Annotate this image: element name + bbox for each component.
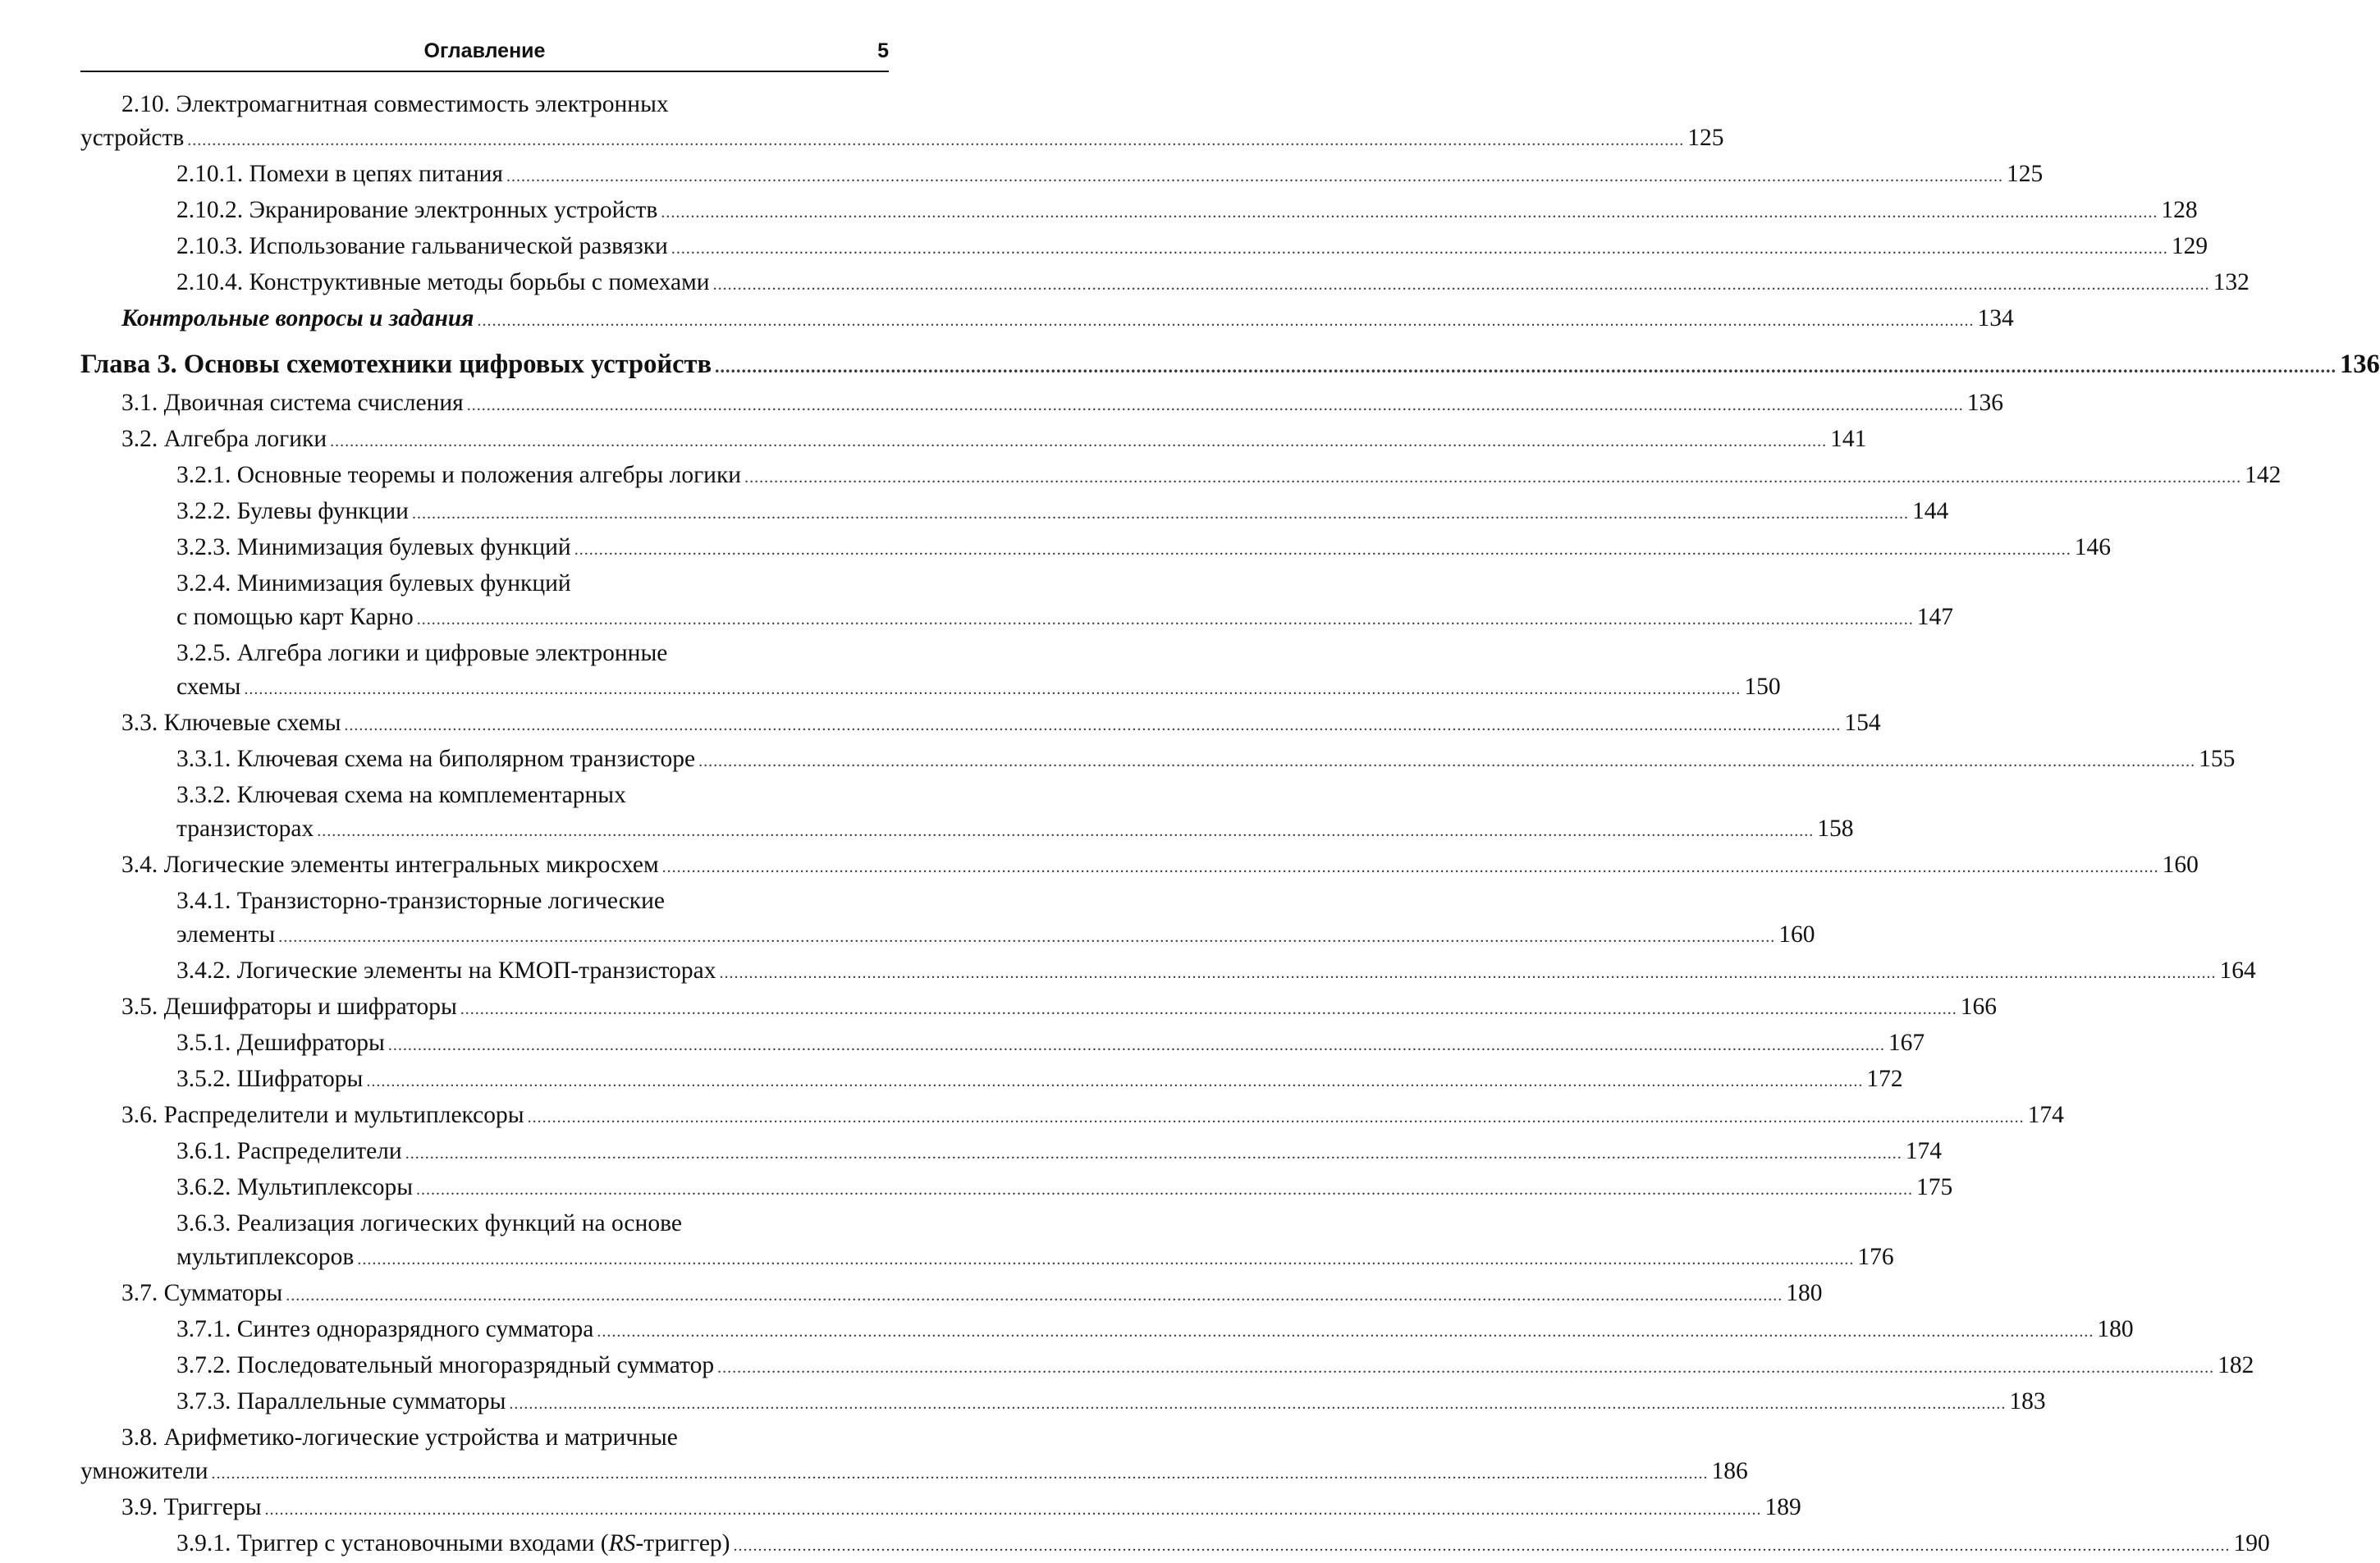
toc-page-number: 128 xyxy=(2161,197,2198,223)
toc-entry-title: 3.2.2. Булевы функции xyxy=(176,498,409,524)
toc-entry-title: 3.6.3. Реализация логических функций на основе xyxy=(176,1210,682,1236)
toc-leader-dots xyxy=(357,1243,1854,1277)
toc-page-number: 129 xyxy=(2171,233,2208,259)
toc-page-number: 125 xyxy=(2007,161,2044,187)
toc-entry-title: 3.2. Алгебра логики xyxy=(121,426,327,452)
toc-page-number: 158 xyxy=(1817,816,1854,842)
toc-entry-title-continuation: устройств xyxy=(80,125,185,151)
toc-leader-dots xyxy=(416,1173,1913,1207)
toc-entry xyxy=(80,706,1881,743)
toc-leader-dots xyxy=(733,1529,2230,1563)
toc-page-number: 190 xyxy=(2233,1530,2270,1556)
toc-page-number: 142 xyxy=(2245,462,2282,488)
toc-entry xyxy=(80,848,2199,884)
toc-entry xyxy=(80,779,1854,848)
toc-entry xyxy=(80,1277,1823,1313)
toc-entry-title: 2.10.3. Использование гальванической развязки xyxy=(176,233,668,259)
toc-entry-title: 3.3. Ключевые схемы xyxy=(121,710,341,736)
toc-entry xyxy=(80,158,2044,194)
toc-entry xyxy=(80,954,2256,990)
toc-entry xyxy=(80,1171,1953,1207)
toc-leader-dots xyxy=(509,1387,2006,1421)
toc-entry-title: Контрольные вопросы и задания xyxy=(121,305,474,331)
toc-entry xyxy=(80,531,2111,567)
toc-entry-title-continuation: транзисторах xyxy=(176,816,314,842)
toc-page-number: 160 xyxy=(1778,921,1815,948)
toc-entry-title: Глава 3. Основы схемотехники цифровых устройств xyxy=(80,350,712,379)
toc-page-number: 136 xyxy=(2340,350,2380,379)
toc-leader-dots xyxy=(344,709,1841,743)
toc-entry xyxy=(80,1063,1903,1099)
toc-entry xyxy=(80,1207,1894,1277)
toc-leader-dots xyxy=(317,815,1814,848)
toc-entry-title: 3.2.5. Алгебра логики и цифровые электронные xyxy=(176,640,668,666)
toc-leader-dots xyxy=(744,461,2241,495)
toc-page-number: 160 xyxy=(2162,852,2199,878)
toc-page-number: 180 xyxy=(1786,1280,1823,1306)
toc-page-number: 164 xyxy=(2219,957,2256,984)
toc-entry-title: 3.6. Распределители и мультиплексоры xyxy=(121,1102,524,1128)
toc-leader-dots xyxy=(265,1493,1762,1527)
toc-entry xyxy=(80,1527,2270,1563)
toc-entry-title: 3.7.3. Параллельные сумматоры xyxy=(176,1388,506,1414)
toc-entry xyxy=(80,1099,2064,1135)
toc-leader-dots xyxy=(187,124,1684,158)
toc-page-number: 175 xyxy=(1916,1174,1953,1200)
toc-leader-dots xyxy=(330,425,1827,459)
toc-entry-title: 3.9. Триггеры xyxy=(121,1494,262,1520)
toc-entry-title: 2.10.2. Экранирование электронных устройств xyxy=(176,197,658,223)
toc-entry xyxy=(80,302,2014,338)
toc-entry-title: 3.4. Логические элементы интегральных микросхем xyxy=(121,852,659,878)
toc-entry-title: 2.10.1. Помехи в цепях питания xyxy=(176,161,504,187)
toc-entry xyxy=(80,386,2003,423)
toc-page-number: 132 xyxy=(2213,269,2250,295)
toc-page-number: 154 xyxy=(1844,710,1881,736)
toc-leader-dots xyxy=(717,1351,2214,1385)
toc-page-number: 167 xyxy=(1888,1030,1925,1056)
toc-page-number: 182 xyxy=(2218,1352,2254,1378)
toc-leader-dots xyxy=(417,603,1914,637)
toc-entry xyxy=(80,1385,2046,1421)
toc-leader-dots xyxy=(719,957,2216,990)
header-rule xyxy=(80,71,889,72)
toc-entry-title-part: -триггер) xyxy=(635,1530,730,1556)
toc-entry xyxy=(80,637,1781,706)
toc-entry-title: 2.10.4. Конструктивные методы борьбы с помехами xyxy=(176,269,710,295)
toc-leader-dots xyxy=(286,1279,1783,1313)
toc-entry xyxy=(80,1026,1925,1063)
toc-entry xyxy=(80,495,1949,531)
toc-page-number: 136 xyxy=(1966,390,2003,416)
toc-leader-dots xyxy=(574,533,2071,567)
toc-leader-dots xyxy=(244,673,1741,706)
toc-page-number: 176 xyxy=(1857,1244,1894,1270)
toc-entry-title-continuation: схемы xyxy=(176,674,241,700)
toc-entry-title: 3.6.2. Мультиплексоры xyxy=(176,1174,414,1200)
table-of-contents xyxy=(80,88,2380,1563)
toc-entry xyxy=(80,194,2198,230)
toc-leader-dots xyxy=(278,921,1775,954)
toc-leader-dots xyxy=(671,232,2168,266)
toc-entry-title-continuation: мультиплексоров xyxy=(176,1244,355,1270)
toc-page-number: 146 xyxy=(2074,534,2111,560)
toc-leader-dots xyxy=(715,350,2337,383)
toc-leader-dots xyxy=(212,1457,1709,1491)
toc-entry-title: 3.3.2. Ключевая схема на комплементарных xyxy=(176,782,626,808)
toc-page-number: 186 xyxy=(1711,1458,1748,1484)
toc-entry-title: 3.8. Арифметико-логические устройства и матричные xyxy=(121,1424,678,1451)
toc-entry-title: 3.7. Сумматоры xyxy=(121,1280,283,1306)
toc-entry-title: 3.2.3. Минимизация булевых функций xyxy=(176,534,571,560)
toc-entry-title-part: RS xyxy=(608,1530,636,1556)
toc-entry-title: 3.5.2. Шифраторы xyxy=(176,1066,364,1092)
toc-entry xyxy=(80,1491,1801,1527)
toc-entry-title xyxy=(176,1527,730,1561)
toc-page-number: 144 xyxy=(1911,498,1949,524)
toc-entry-title-continuation: с помощью карт Карно xyxy=(176,604,414,630)
toc-leader-dots xyxy=(412,497,1909,531)
toc-entry-title: 3.5. Дешифраторы и шифраторы xyxy=(121,994,457,1020)
toc-entry-title: 3.2.4. Минимизация булевых функций xyxy=(176,570,571,596)
toc-entry xyxy=(80,266,2250,302)
toc-leader-dots xyxy=(662,851,2159,884)
toc-entry-title: 3.1. Двоичная система счисления xyxy=(121,390,464,416)
toc-entry xyxy=(80,230,2208,266)
toc-leader-dots xyxy=(477,304,1974,338)
toc-leader-dots xyxy=(366,1065,1863,1099)
toc-leader-dots xyxy=(528,1101,2025,1135)
toc-page-number: 166 xyxy=(1960,994,1998,1020)
toc-entry-title-continuation: элементы xyxy=(176,921,276,948)
toc-leader-dots xyxy=(713,268,2210,302)
toc-page-number: 189 xyxy=(1764,1494,1801,1520)
toc-entry xyxy=(80,567,1953,637)
toc-entry-title: 3.2.1. Основные теоремы и положения алгебры логики xyxy=(176,462,742,488)
toc-entry xyxy=(80,1135,1942,1171)
toc-entry xyxy=(80,1313,2134,1349)
header-page-number: 5 xyxy=(877,39,889,62)
toc-page-number: 125 xyxy=(1687,125,1724,151)
toc-chapter-entry xyxy=(80,348,2380,383)
toc-entry xyxy=(80,1421,1748,1491)
toc-page-number: 183 xyxy=(2009,1388,2046,1414)
toc-entry-title-part: 3.9.1. Триггер с установочными входами ( xyxy=(176,1530,609,1556)
toc-entry xyxy=(80,743,2236,779)
toc-leader-dots xyxy=(597,1315,2094,1349)
toc-entry-title: 3.4.1. Транзисторно-транзисторные логические xyxy=(176,888,665,914)
toc-entry-title: 3.4.2. Логические элементы на КМОП-транзисторах xyxy=(176,957,716,984)
toc-entry xyxy=(80,1349,2254,1385)
toc-entry xyxy=(80,423,1867,459)
toc-leader-dots xyxy=(388,1029,1885,1063)
toc-page-number: 150 xyxy=(1744,674,1781,700)
toc-page-number: 155 xyxy=(2199,746,2236,772)
toc-page-number: 147 xyxy=(1916,604,1953,630)
toc-entry xyxy=(80,990,1998,1026)
toc-leader-dots xyxy=(405,1137,1902,1171)
toc-leader-dots xyxy=(698,745,2195,779)
toc-page-number: 180 xyxy=(2097,1316,2134,1342)
toc-page-number: 141 xyxy=(1830,426,1867,452)
toc-entry-title: 3.7.2. Последовательный многоразрядный сумматор xyxy=(176,1352,715,1378)
toc-entry xyxy=(80,459,2282,495)
toc-entry-title: 3.7.1. Синтез одноразрядного сумматора xyxy=(176,1316,594,1342)
toc-leader-dots xyxy=(661,196,2158,230)
toc-page-number: 134 xyxy=(1977,305,2014,331)
toc-entry-title: 3.6.1. Распределители xyxy=(176,1138,402,1164)
toc-entry-title: 3.3.1. Ключевая схема на биполярном транзисторе xyxy=(176,746,696,772)
toc-entry-title-continuation: умножители xyxy=(80,1458,208,1484)
toc-page-number: 174 xyxy=(1905,1138,1942,1164)
toc-page-number: 174 xyxy=(2027,1102,2064,1128)
toc-leader-dots xyxy=(460,993,1957,1026)
running-header xyxy=(80,39,889,72)
toc-leader-dots xyxy=(467,389,1964,423)
toc-entry xyxy=(80,884,1815,954)
header-title: Оглавление xyxy=(423,39,546,62)
toc-leader-dots xyxy=(506,160,2003,194)
toc-entry xyxy=(80,88,1724,158)
toc-entry-title: 2.10. Электромагнитная совместимость электронных xyxy=(121,91,669,117)
toc-page-number: 172 xyxy=(1866,1066,1903,1092)
toc-entry-title: 3.5.1. Дешифраторы xyxy=(176,1030,385,1056)
